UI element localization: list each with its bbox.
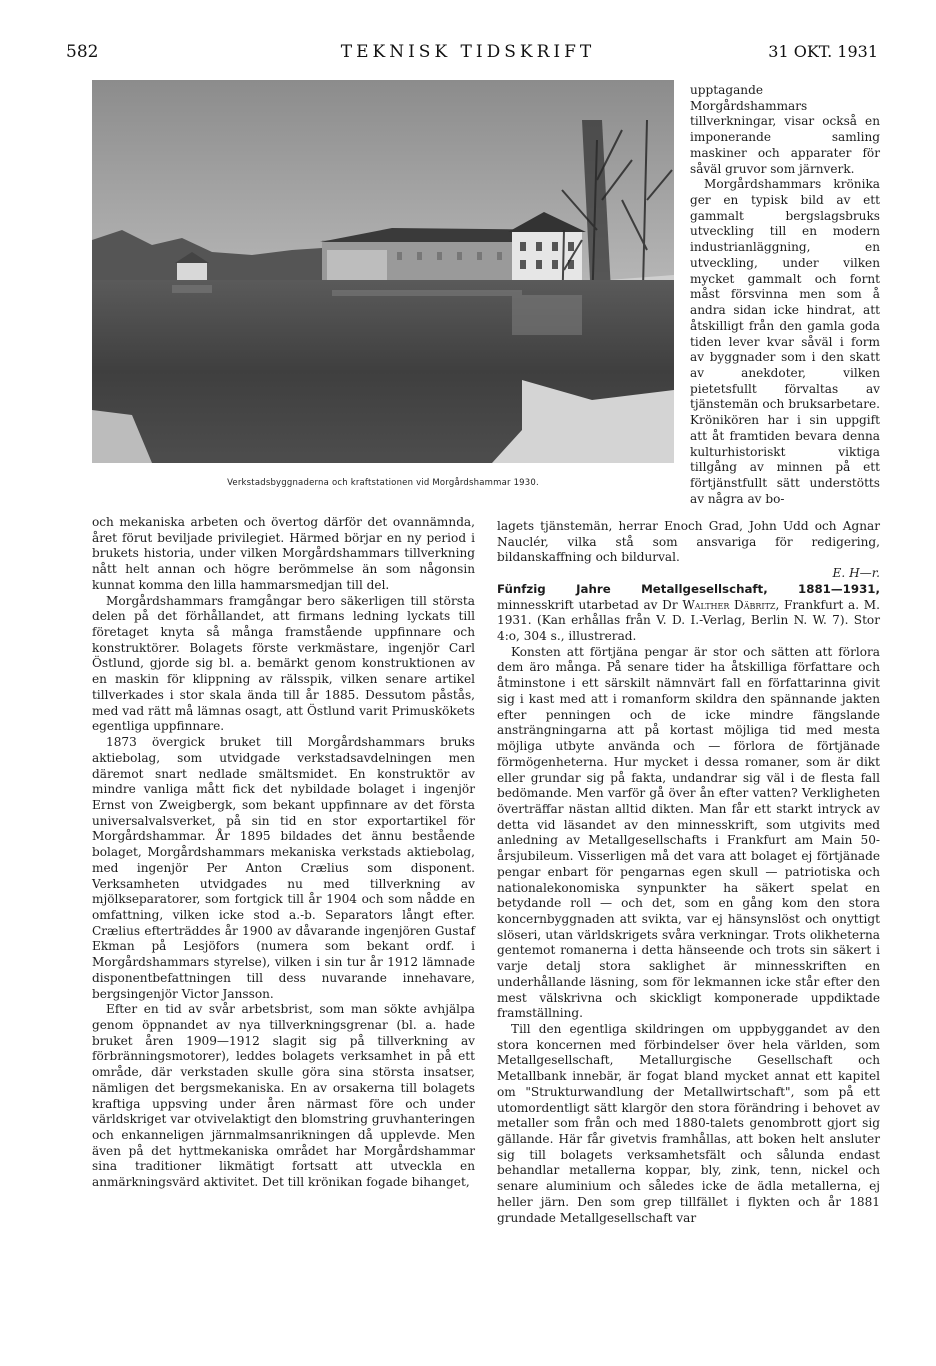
paragraph: Till den egentliga skildringen om uppbyggandet av den stora koncernen med förbindelser över hela världen, som Metallgesellschaft, Metallurgische Gesellschaft och Metallbank innebär, är fogat bland mycket annat ett kapitel om "Strukturwandlung der Metallwirtschaft", som på ett utomordentligt sätt klargör den stora förändring i behovet av metaller som från och med 1880-talets genombrott gjort sig gällande. Här får givetvis framhållas, att boken helt ansluter sig till bolagets verksamhetsfält och sålunda endast behandlar metallerna koppar, bly, zink, tenn, nickel och senare aluminium och således icke de ädla metallerna, ej heller järn. Den som grep tillfället i flykten och år 1881 grundade Metallgesellschaft var (497, 1022, 880, 1225)
issue-date: 31 OKT. 1931 (768, 42, 878, 61)
paragraph: Efter en tid av svår arbetsbrist, som man sökte avhjälpa genom öppnandet av nya tillverkningsgrenar (bl. a. hade bruket åren 1909—1912 slagit sig på tillverkning av förbränningsmotorer), leddes bolagets verksamhet in på ett område, där verkstaden skulle göra sina största insatser, nämligen det bergsmekaniska. En av orsakerna till bolagets kraftiga uppsving under åren närmast före och under världskriget var otvivelaktigt den blomstring gruvhanteringen och enkanneligen järnmalmsanrikningen då upplevde. Men även på det hyttmekaniska området har Morgårdshammar sina traditioner likmätigt fortsatt att utveckla en anmärkningsvärd aktivitet. Det till krönikan fogade bihanget, (92, 1002, 475, 1190)
right-column (497, 519, 880, 1226)
left-column (92, 515, 475, 1191)
review-intro: minnesskrift utarbetad av Dr (497, 597, 678, 612)
right-column-top (690, 83, 880, 507)
review-title: Fünfzig Jahre Metallgesellschaft, 1881—1931, (497, 581, 880, 596)
paragraph: lagets tjänstemän, herrar Enoch Grad, John Udd och Agnar Nauclér, vilka stå som ansvariga för redigering, bildanskaffning och bildurval. (497, 519, 880, 565)
paragraph: 1873 övergick bruket till Morgårdshammars bruks aktiebolag, som utvidgade verkstadsavdelningen men däremot snart nedlade smältsmidet. En konstruktör av mindre vanliga mått fick det nybildade bolaget i ingenjör Ernst von Zweigbergk, som bekant uppfinnare av det första universalvalsverket, på sin tid en stor exportartikel för Morgårdshammar. År 1895 bildades det ännu bestående bolaget, Morgårdshammars mekaniska verkstads aktiebolag, med ingenjör Per Anton Crælius som disponent. Verksamheten utvidgades nu med tillverkning av mjölkseparatorer, som fortgick till år 1904 och som nådde en omfattning, vilken icke stod a.-b. Separators långt efter. Crælius efterträddes år 1900 av dåvarande ingenjören Gustaf Ekman på Lesjöfors (numera som bekant ordf. i Morgårdshammars styrelse), vilken i sin tur år 1912 lämnade disponentbefattningen till dess nuvarande innehavare, bergsingenjör Victor Jansson. (92, 735, 475, 1001)
paragraph: Morgårdshammars krönika ger en typisk bild av ett gammalt bergslagsbruks utveckling till en modern industrianläggning, en utveckling, under vilken mycket gammalt och fornt måst försvinna men som å andra sidan icke hindrat, att åtskilligt från den gamla goda tiden lever kvar såväl i form av byggnader som i den skatt av anekdoter, vilken pietetsfullt förvaltas av tjänstemän och bruksarbetare. Krönikören har i sin uppgift att åt framtiden bevara denna kulturhistoriskt viktiga tillgång av minnen på ett förtjänstfullt sätt understötts av några av bo- (690, 177, 880, 506)
page-number: 582 (66, 42, 99, 62)
review-heading (497, 582, 880, 645)
river-photograph (92, 80, 674, 463)
paragraph: och mekaniska arbeten och övertog därför det ovannämnda, året förut beviljade privilegiet. Härmed börjar en ny period i brukets historia, under vilken Morgårdshammars tillverkning nått helt annan och högre berömmelse än som någonsin kunnat komma den lilla hammarsmedjan till del. (92, 515, 475, 592)
paragraph: Konsten att förtjäna pengar är stor och sätten att förlora dem äro många. På senare tider ha åtskilliga författare och åtminstone i ett särskilt nämnvärt fall en författarinna givit sig i kast med att i romanform skildra den spännande jakten efter penningen och de icke mindre fängslande ansträngningarna att på kortast möjliga tid med mesta möjliga utbyte använda och — förlora de förtjänade förmögenheterna. Hur mycket i dessa romaner, som är dikt eller grundar sig på fakta, undandrar sig väl i de flesta fall bedömande. Men varför gå över ån efter vatten? Verkligheten överträffar nästan alltid dikten. Man får ett starkt intryck av detta vid läsandet av den minnesskrift, som utgivits med anledning av Metallgesellschafts i Frankfurt am Main 50-årsjubileum. Visserligen må det vara att bolaget ej förtjänade pengar enbart för pengarnas egen skull — patriotiska och nationalekonomiska synpunkter ha säkert spelat en betydande roll — och det, som en gång kom den stora koncernbyggnaden att svikta, var ej hänsynslöst och onyttigt slöseri, utan världskrigets svåra verkningar. Trots olikheterna gentemot romanerna i detta hänseende och trots sin säkert i varje detalj stora saklighet är minnesskriften en underhållande läsning, som för lekmannen icke står efter den mest välskrivna och skickligt komponerade uppdiktade framställning. (497, 644, 880, 1021)
journal-title: TEKNISK TIDSKRIFT (340, 42, 596, 62)
review-author: Walther Däbritz (682, 597, 776, 612)
author-signature: E. H—r. (832, 566, 880, 581)
review-publication: , Frankfurt a. M. 1931. (Kan erhållas från V. D. I.-Verlag, Berlin N. W. 7). Stor 4:o, 304 s., illustrerad. (497, 597, 880, 644)
figure-caption: Verkstadsbyggnaderna och kraftstationen vid Morgårdshammar 1930. (227, 478, 539, 488)
paragraph: Morgårdshammars framgångar bero säkerligen till största delen på det förhållandet, att firmans ledning lyckats till företaget knyta så många framstående uppfinnare och konstruktörer. Bolagets förste verkmästare, ingenjör Carl Östlund, gjorde sig bl. a. bemärkt genom konstruktionen av en maskin för klippning av rälsspik, vilken senare artikel tillverkades i stor skala ända till år 1885. Dessutom påstås, med vad rätt må lämnas osagt, att Östlund varit Primuskökets egentliga uppfinnare. (92, 593, 475, 734)
paragraph: upptagande Morgårdshammars tillverkningar, visar också en imponerande samling maskiner och apparater för såväl gruvor som järnverk. (690, 83, 880, 176)
photo-illustration (92, 80, 674, 463)
